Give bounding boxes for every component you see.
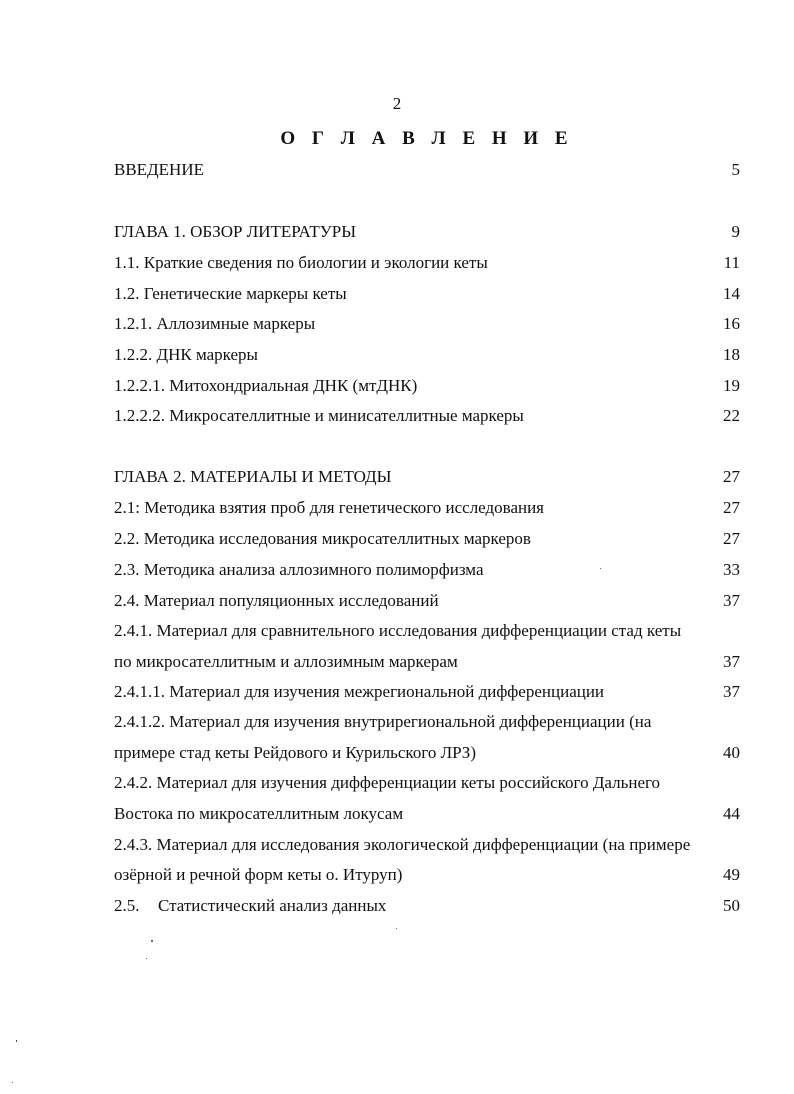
toc-entry-title: ГЛАВА 2. МАТЕРИАЛЫ И МЕТОДЫ — [114, 467, 392, 486]
page-number: 2 — [392, 94, 402, 113]
toc-entry-title: примере стад кеты Рейдового и Курильского ЛРЗ) — [114, 743, 476, 762]
toc-entry-title: Статистический анализ данных — [158, 896, 387, 915]
toc-entry-page: 27 — [723, 529, 740, 548]
toc-entry-title: 2.4.2. Материал для изучения дифференциации кеты российского Дальнего — [114, 773, 661, 792]
toc-entry-page: 16 — [723, 314, 740, 333]
scan-speck — [12, 1082, 13, 1083]
toc-entry-title: озёрной и речной форм кеты о. Итуруп) — [114, 865, 403, 884]
toc-entry-title: ВВЕДЕНИЕ — [114, 160, 204, 179]
toc-entry-title: 1.2.2.2. Микросателлитные и минисателлитные маркеры — [114, 406, 524, 425]
toc-entry-page: 14 — [723, 284, 740, 303]
toc-entry-title: 2.4.1.2. Материал для изучения внутрирегиональной дифференциации (на — [114, 712, 652, 731]
scan-speck — [146, 958, 147, 959]
toc-entry-page: 5 — [731, 160, 740, 179]
toc-entry-page: 18 — [723, 345, 740, 364]
toc-entry-page: 37 — [723, 682, 740, 701]
scan-speck — [396, 928, 397, 929]
toc-entry-title: по микросателлитным и аллозимным маркерам — [114, 652, 458, 671]
toc-entry-title: 2.4.3. Материал для исследования экологической дифференциации (на примере — [114, 835, 691, 854]
toc-entry-page: 50 — [723, 896, 740, 915]
toc-entry-title: Востока по микросателлитным локусам — [114, 804, 404, 823]
toc-entry-page: 9 — [731, 222, 740, 241]
toc-entry-title: 2.3. Методика анализа аллозимного полиморфизма — [114, 560, 484, 579]
scan-speck — [16, 1040, 17, 1042]
toc-entry-title: 1.2.1. Аллозимные маркеры — [114, 314, 316, 333]
toc-entry-page: 44 — [723, 804, 740, 823]
toc-entry-page: 22 — [723, 406, 740, 425]
toc-entry-page: 27 — [723, 467, 740, 486]
toc-entry-title: 2.4. Материал популяционных исследований — [114, 591, 439, 610]
toc-entry-title: 1.1. Краткие сведения по биологии и экологии кеты — [114, 253, 488, 272]
toc-entry-title: 1.2.2.1. Митохондриальная ДНК (мтДНК) — [114, 376, 418, 395]
toc-entry-title: 2.4.1.1. Материал для изучения межрегиональной дифференциации — [114, 682, 605, 701]
toc-entry-title: 2.1: Методика взятия проб для генетического исследования — [114, 498, 545, 517]
toc-entry-page: 33 — [723, 560, 740, 579]
toc-entry-page: 49 — [723, 865, 740, 884]
toc-entry-title: ГЛАВА 1. ОБЗОР ЛИТЕРАТУРЫ — [114, 222, 357, 241]
toc-entry-title: 2.4.1. Материал для сравнительного исследования дифференциации стад кеты — [114, 621, 682, 640]
scan-speck — [600, 568, 601, 569]
toc-entry-page: 27 — [723, 498, 740, 517]
toc-entry-page: 40 — [723, 743, 740, 762]
toc-entry-title: 1.2.2. ДНК маркеры — [114, 345, 258, 364]
toc-entry-page: 37 — [723, 591, 740, 610]
toc-entry-title: 1.2. Генетические маркеры кеты — [114, 284, 347, 303]
toc-entry-number: 2.5. — [114, 896, 140, 915]
scan-speck — [151, 940, 153, 942]
toc-entry-title: 2.2. Методика исследования микросателлитных маркеров — [114, 529, 531, 548]
toc-entry-page: 37 — [723, 652, 740, 671]
toc-entry-page: 11 — [723, 253, 740, 272]
toc-entry-page: 19 — [723, 376, 740, 395]
page-title: О Г Л А В Л Е Н И Е — [280, 128, 574, 149]
